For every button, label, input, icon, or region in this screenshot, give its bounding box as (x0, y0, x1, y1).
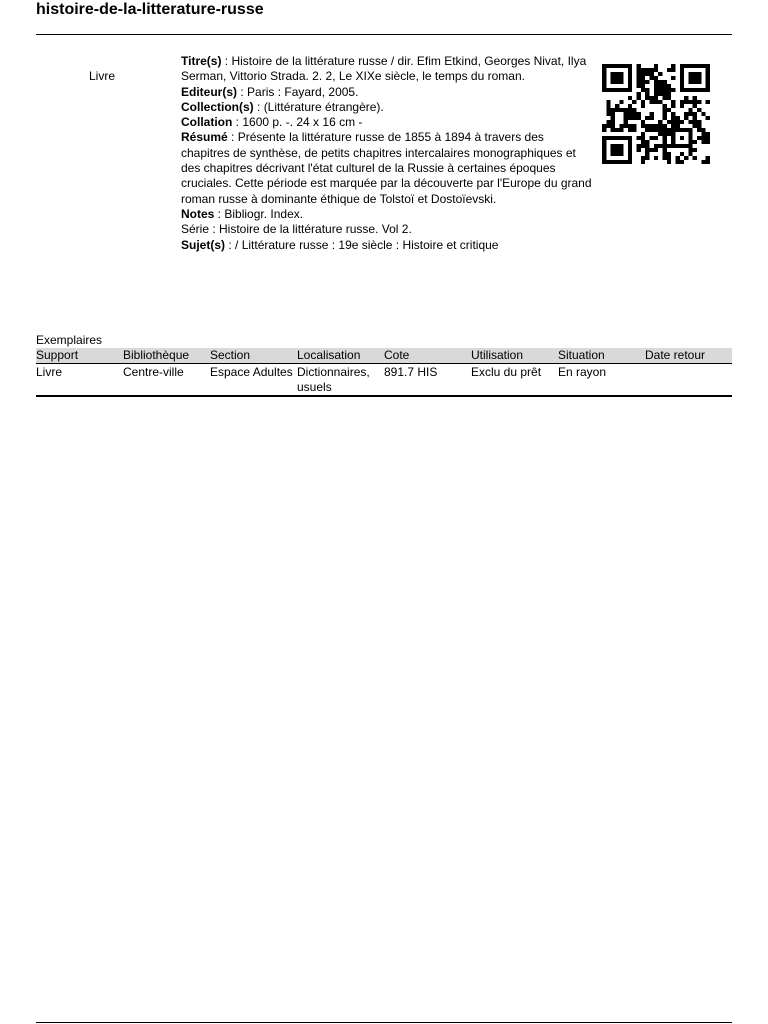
cell-support: Livre (36, 365, 63, 379)
subjects-field: Sujet(s) : / Littérature russe : 19e siècle : Histoire et critique (181, 237, 499, 252)
collection-label: Collection(s) (181, 99, 254, 114)
collation-value: 1600 p. -. 24 x 16 cm - (242, 115, 363, 130)
column-header-section: Section (210, 348, 297, 364)
cell-library: Centre-ville (123, 365, 184, 379)
header-divider (36, 34, 732, 35)
title-label: Titre(s) (181, 54, 222, 68)
series-field: Série : Histoire de la littérature russe. Vol 2. (181, 222, 412, 237)
bibliographic-record (181, 54, 593, 253)
column-header-status: Situation (558, 348, 645, 364)
subjects-label: Sujet(s) (181, 237, 226, 252)
cell-call-number: 891.7 HIS (384, 365, 438, 379)
collation-field: Collation : 1600 p. -. 24 x 16 cm - (181, 115, 363, 130)
summary-field: Résumé : Présente la littérature russe de 1855 à 1894 à travers des chapitres de synthèse, de petits chapitres intercalaires monographiques et des chapitres décrivant l'état culturel de la Russie à certaines époques cruciales. Cette période est marquée par la découverte par l'Europe du grand roman russe à dominante éthique de Tolstoï et Dostoïevski. (181, 130, 592, 206)
cell-usage: Exclu du prêt (471, 365, 542, 379)
notes-field: Notes : Bibliogr. Index. (181, 206, 304, 221)
summary-value: Présente la littérature russe de 1855 à 1894 à travers des chapitres de synthèse, de petits chapitres intercalaires monographiques et des chapitres décrivant l'état culturel de la Russie à certaines époques cruciales. Cette période est marquée par la découverte par l'Europe du grand roman russe à dominante éthique de Tolstoï et Dostoïevski. (181, 130, 592, 206)
publisher-label: Editeur(s) (181, 84, 238, 99)
collection-field: Collection(s) : (Littérature étrangère). (181, 99, 384, 114)
page-title: histoire-de-la-litterature-russe (36, 1, 264, 18)
collation-label: Collation (181, 115, 233, 130)
subjects-value: / Littérature russe : 19e siècle : Histoire et critique (235, 237, 499, 252)
copies-section-label: Exemplaires (36, 333, 103, 347)
publisher-field: Editeur(s) : Paris : Fayard, 2005. (181, 84, 359, 99)
column-header-return-date: Date retour (645, 348, 732, 364)
title-value: Histoire de la littérature russe / dir. Efim Etkind, Georges Nivat, Ilya Serman, Vittorio Strada. 2. 2, Le XIXe siècle, le temps du roman. (181, 54, 587, 84)
notes-value: Bibliogr. Index. (224, 206, 304, 221)
column-header-location: Localisation (297, 348, 384, 364)
qr-code (602, 64, 710, 164)
cell-section: Espace Adultes (210, 365, 293, 379)
column-header-call-number: Cote (384, 348, 471, 364)
table-row (36, 364, 732, 397)
summary-label: Résumé (181, 130, 228, 145)
publisher-value: Paris : Fayard, 2005. (247, 84, 359, 99)
column-header-support: Support (36, 348, 123, 364)
column-header-library: Bibliothèque (123, 348, 210, 364)
title-field: Titre(s) : Histoire de la littérature russe / dir. Efim Etkind, Georges Nivat, Ilya Serman, Vittorio Strada. 2. 2, Le XIXe siècle, le temps du roman. (181, 54, 587, 84)
cell-status: En rayon (558, 365, 607, 379)
collection-value: (Littérature étrangère). (263, 99, 384, 114)
copies-table-header (36, 348, 732, 364)
column-header-usage: Utilisation (471, 348, 558, 364)
cell-location: Dictionnaires, usuels (297, 365, 370, 394)
cell-return-date (645, 364, 732, 397)
support-type-label: Livre (89, 69, 116, 83)
footer-divider (36, 1022, 732, 1023)
copies-table (36, 348, 732, 397)
notes-label: Notes (181, 206, 215, 221)
